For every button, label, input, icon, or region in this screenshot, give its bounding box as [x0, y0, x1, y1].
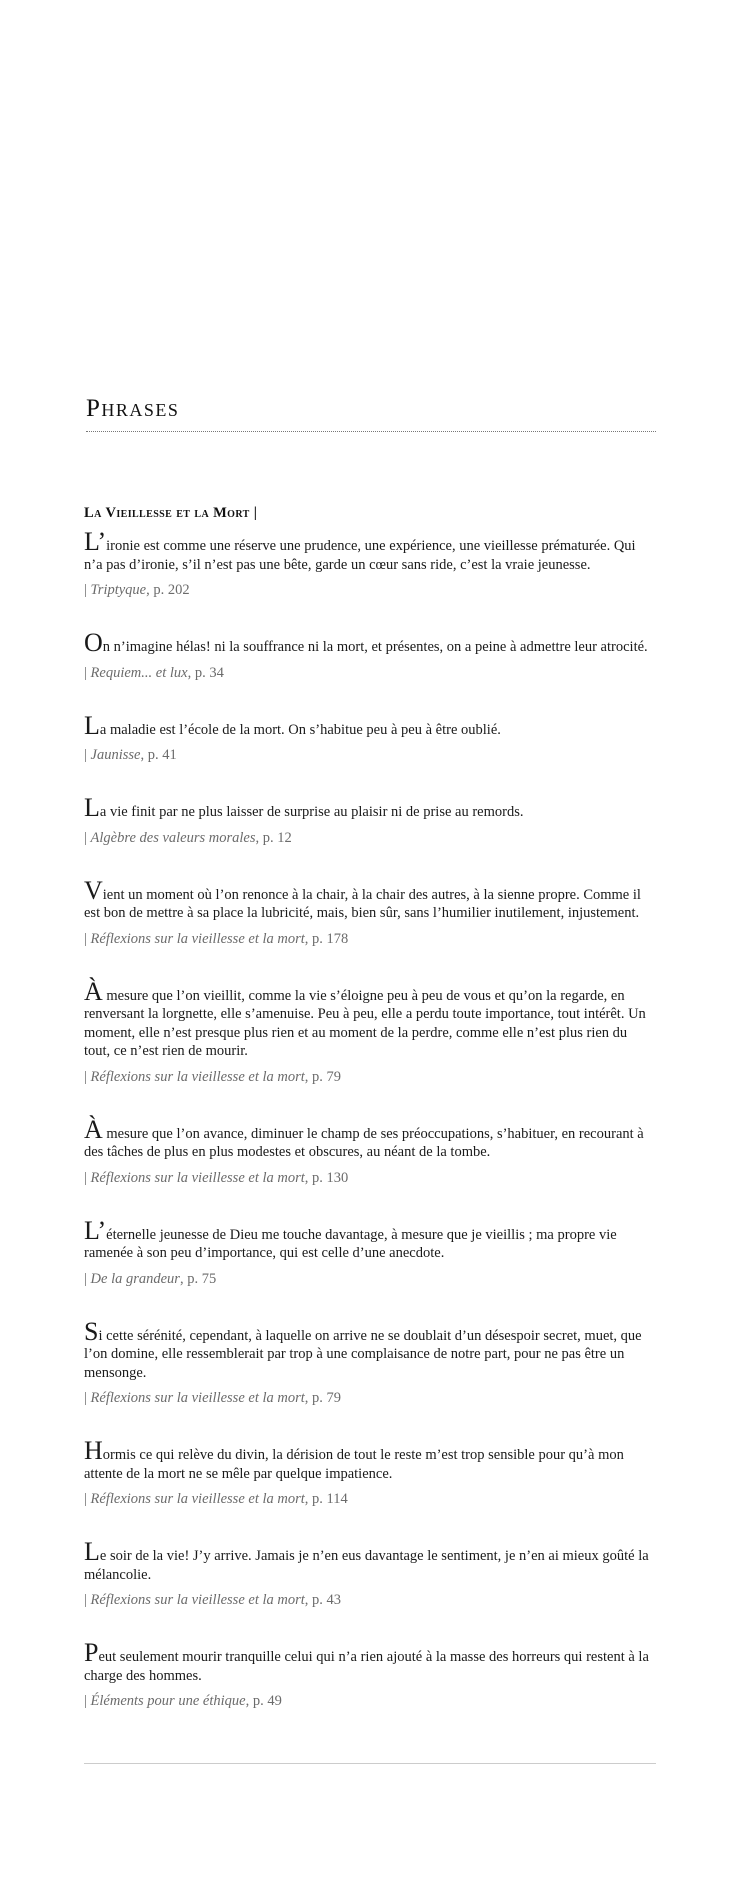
quote-text: L’ironie est comme une réserve une prudence, une expérience, une vieillesse prématurée. Qui n’a pas d’ironie, s’il n’est pas une bête, garde un cœur sans ride, c’est la vraie jeunesse. — [84, 527, 636, 573]
quote-item — [84, 793, 656, 847]
source-separator: | — [84, 1390, 91, 1406]
quote-text: Vient un moment où l’on renonce à la chair, à la chair des autres, à la sienne propre. Comme il est bon de mettre à sa place la lubricité, mais, bien sûr, sans l’humilier inutilement, injustement. — [84, 875, 641, 921]
title-divider — [86, 431, 656, 432]
source-book-title: Jaunisse — [90, 747, 141, 763]
source-page-number: , p. 43 — [304, 1592, 342, 1608]
source-page-number: , p. 49 — [245, 1693, 282, 1709]
quote-source — [84, 930, 656, 948]
quote-source — [84, 1490, 656, 1508]
source-page-number: , p. 41 — [140, 747, 177, 763]
quote-text: Peut seulement mourir tranquille celui qui n’a rien ajouté à la masse des horreurs qui restent à la charge des hommes. — [84, 1638, 649, 1684]
source-book-title: Réflexions sur la vieillesse et la mort — [90, 1491, 305, 1507]
source-page-number: , p. 178 — [304, 930, 349, 947]
quote-text: La vie finit par ne plus laisser de surprise au plaisir ni de prise au remords. — [84, 793, 524, 822]
quote-source — [84, 1591, 656, 1609]
quote-text: On n’imagine hélas! ni la souffrance ni la mort, et présentes, on a peine à admettre leur atrocité. — [84, 628, 648, 657]
quote-item — [84, 1537, 656, 1609]
source-page-number: , p. 12 — [255, 829, 292, 846]
source-book-title: Réflexions sur la vieillesse et la mort — [90, 1068, 305, 1085]
source-separator: | — [84, 1270, 91, 1287]
source-book-title: Réflexions sur la vieillesse et la mort — [90, 1390, 305, 1406]
source-book-title: Réflexions sur la vieillesse et la mort — [90, 1592, 305, 1608]
quote-source — [84, 1692, 656, 1710]
source-separator: | — [84, 582, 91, 598]
source-page-number: , p. 79 — [304, 1068, 342, 1085]
source-book-title: Réflexions sur la vieillesse et la mort — [90, 1169, 305, 1186]
quote-source — [84, 1169, 656, 1187]
source-page-number: , p. 34 — [187, 664, 224, 681]
quote-item — [84, 1316, 656, 1408]
source-separator: | — [84, 1169, 91, 1186]
quote-item — [84, 527, 656, 599]
quote-text: Si cette sérénité, cependant, à laquelle on arrive ne se doublait d’un désespoir secret, muet, que l’on domine, elle ressemblerait par trop à une complaisance de notre part, pour ne pas être un mensonge. — [84, 1316, 642, 1381]
source-book-title: Réflexions sur la vieillesse et la mort — [90, 930, 305, 947]
source-page-number: , p. 75 — [179, 1270, 217, 1287]
quote-item — [84, 875, 656, 948]
source-separator: | — [84, 747, 91, 763]
source-page-number: , p. 202 — [146, 582, 190, 598]
source-book-title: Éléments pour une éthique — [90, 1693, 246, 1709]
quote-source — [84, 581, 656, 599]
source-page-number: , p. 130 — [304, 1169, 349, 1186]
quote-list — [84, 527, 656, 1745]
quote-item — [84, 628, 656, 682]
quote-text: La maladie est l’école de la mort. On s’habitue peu à peu à être oublié. — [84, 710, 501, 740]
source-book-title: De la grandeur — [90, 1270, 180, 1287]
quote-item — [84, 710, 656, 765]
source-separator: | — [84, 829, 91, 846]
source-book-title: Requiem... et lux — [90, 664, 188, 681]
quote-item — [84, 1114, 656, 1187]
quote-item — [84, 976, 656, 1086]
quote-item — [84, 1436, 656, 1508]
source-separator: | — [84, 1068, 91, 1085]
source-separator: | — [84, 664, 91, 681]
source-separator: | — [84, 930, 91, 947]
quote-item — [84, 1638, 656, 1710]
quote-source — [84, 1068, 656, 1086]
source-book-title: Algèbre des valeurs morales — [90, 829, 256, 846]
source-page-number: , p. 79 — [304, 1390, 342, 1406]
source-separator: | — [84, 1693, 91, 1709]
quote-text: À mesure que l’on avance, diminuer le champ de ses préoccupations, s’habituer, en recourant à des tâches de plus en plus modestes et obscures, au néant de la tombe. — [84, 1114, 644, 1160]
quote-text: À mesure que l’on vieillit, comme la vie s’éloigne peu à peu de vous et qu’on la regarde, en renversant la lorgnette, elle s’amenuise. Peu à peu, elle a perdu toute importance, tout intérêt. Un moment, elle n’est presque plus rien et au moment de la perdre, comme elle n’est plus rien du tout, ce n’est rien de mourir. — [84, 976, 646, 1059]
quote-source — [84, 1389, 656, 1407]
quote-item — [84, 1215, 656, 1288]
quote-source — [84, 746, 656, 764]
quote-source — [84, 1270, 656, 1288]
quote-text: L’éternelle jeunesse de Dieu me touche davantage, à mesure que je vieillis ; ma propre vie ramenée à son peu d’importance, qui est celle d’une anecdote. — [84, 1215, 617, 1261]
quote-source — [84, 664, 656, 682]
source-page-number: , p. 114 — [304, 1491, 348, 1507]
source-separator: | — [84, 1491, 91, 1507]
source-separator: | — [84, 1592, 91, 1608]
quote-text: Hormis ce qui relève du divin, la dérision de tout le reste m’est trop sensible pour qu’à mon attente de la mort ne se mêle par quelque impatience. — [84, 1436, 624, 1482]
page-title: Phrases — [86, 395, 180, 422]
section-title: La Vieillesse et la Mort | — [84, 505, 258, 521]
bottom-divider — [84, 1763, 656, 1764]
quote-text: Le soir de la vie! J’y arrive. Jamais je n’en eus davantage le sentiment, je n’en ai mieux goûté la mélancolie. — [84, 1537, 649, 1583]
quote-source — [84, 829, 656, 847]
source-book-title: Triptyque — [90, 582, 147, 598]
